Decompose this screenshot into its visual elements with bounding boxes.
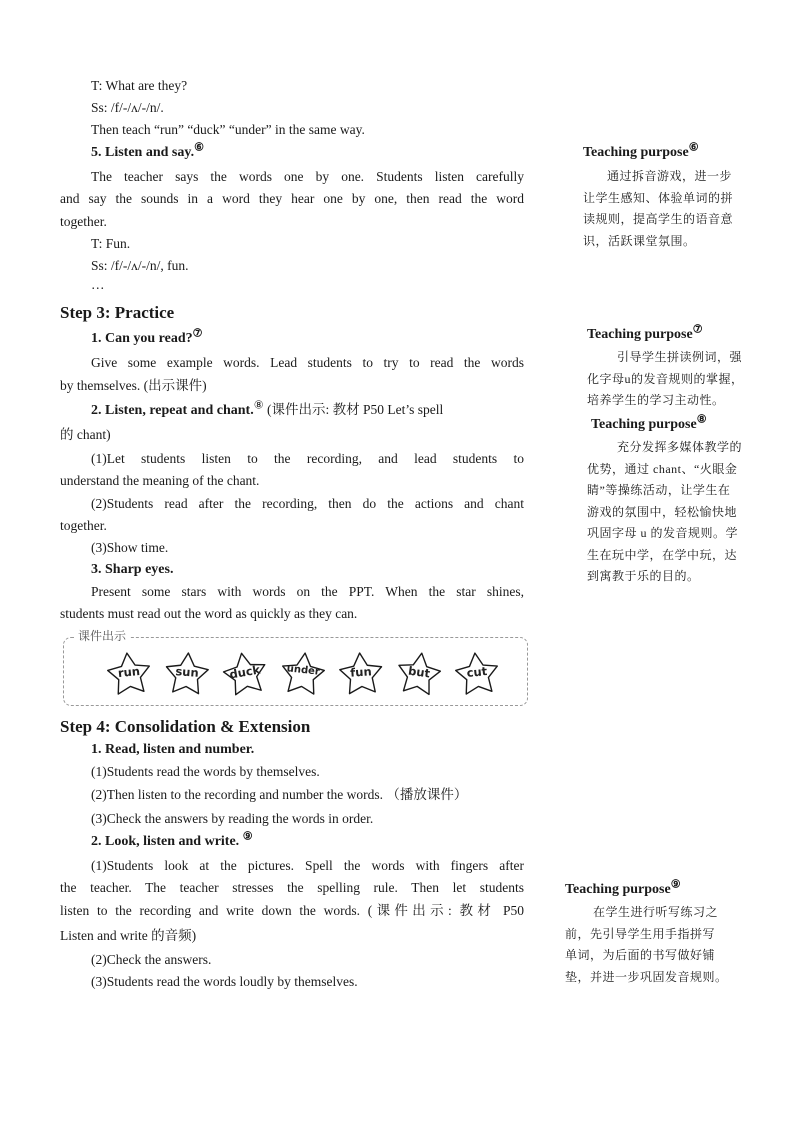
teaching-purpose-body xyxy=(587,347,772,412)
paragraph-line: Present some stars with words on the PPT. When the star shines, xyxy=(91,584,524,599)
word-star xyxy=(163,649,212,696)
teaching-purpose-body xyxy=(587,437,772,588)
list-item: (3)Show time. xyxy=(91,540,169,555)
list-item: (1)Let students listen to the recording, and lead students to xyxy=(91,451,524,466)
title-text: Teaching purpose xyxy=(591,417,697,432)
list-item: (1)Students read the words by themselves. xyxy=(91,764,320,779)
star-word: fun xyxy=(349,664,373,680)
footnote-mark: ⑧ xyxy=(253,399,264,412)
body-line: 巩固字母 u 的发音规则。学 xyxy=(587,526,739,540)
paragraph-line: together. xyxy=(60,214,107,229)
title-text: Teaching purpose xyxy=(565,882,671,897)
step-4-title: Step 4: Consolidation & Extension xyxy=(60,717,311,736)
footnote-mark: ⑨ xyxy=(242,830,253,843)
teaching-purpose-title xyxy=(583,143,699,163)
star-word: cut xyxy=(465,663,488,681)
star-word: run xyxy=(117,663,141,681)
body-line: 化字母u的发音规则的掌握， xyxy=(587,371,744,386)
teaching-purpose-title xyxy=(565,880,681,900)
title-text: Teaching purpose xyxy=(587,327,693,342)
ppt-label: 课件出示 xyxy=(74,628,130,644)
word-star xyxy=(219,647,272,698)
list-item: (2)Students read after the recording, then do the actions and chant xyxy=(91,496,524,511)
body-line: 生在玩中学，在学中玩，达 xyxy=(587,547,738,562)
activity-heading xyxy=(91,831,253,854)
ellipsis: … xyxy=(91,277,105,292)
list-item: (2)Then listen to the recording and number the words. （播放课件） xyxy=(91,787,468,802)
body-line: 到寓教于乐的目的。 xyxy=(587,569,700,583)
heading-text: 1. Can you read? xyxy=(91,331,193,346)
dialogue-line: T: Fun. xyxy=(91,236,131,251)
star-word: but xyxy=(407,663,431,681)
star-word: sun xyxy=(174,664,200,680)
word-star xyxy=(452,649,502,698)
teaching-purpose-title xyxy=(587,325,703,345)
paragraph-line: listen to the recording and write down the words. (课件出示: 教材 P50 xyxy=(60,903,524,918)
body-line: 充分发挥多媒体教学的 xyxy=(617,440,743,454)
body-line: 前，先引导学生用手指拼写 xyxy=(565,926,716,941)
body-line: 优势，通过 chant、“火眼金 xyxy=(587,461,738,476)
list-item: together. xyxy=(60,518,107,533)
word-star xyxy=(393,648,445,698)
paragraph-line: the teacher. The teacher stresses the spelling rule. Then let students xyxy=(60,880,524,895)
body-line: 垫，并进一步巩固发音规则。 xyxy=(565,969,728,984)
word-star xyxy=(337,649,386,696)
teaching-purpose-body xyxy=(565,902,750,988)
body-line: 识，活跃课堂氛围。 xyxy=(583,233,696,248)
activity-heading: 1. Read, listen and number. xyxy=(91,742,255,757)
activity-heading xyxy=(91,328,203,351)
list-item: (3)Check the answers by reading the words in order. xyxy=(91,811,374,826)
heading-note: 的 chant) xyxy=(60,427,111,442)
body-line: 游戏的氛围中，轻松愉快地 xyxy=(587,504,738,519)
activity-heading xyxy=(91,399,443,423)
word-star xyxy=(278,649,328,698)
star-word: under xyxy=(286,663,321,678)
paragraph-line: by themselves. (出示课件) xyxy=(60,378,207,393)
heading-text: 5. Listen and say. xyxy=(91,145,195,160)
paragraph-line: Listen and write 的音频) xyxy=(60,928,197,943)
body-line: 单词，为后面的书写做好铺 xyxy=(565,948,716,962)
body-line: 睛”等操练活动，让学生在 xyxy=(587,483,731,497)
paragraph-line: and say the sounds in a word they hear one by one, then read the word xyxy=(60,191,524,206)
paragraph-line: (1)Students look at the pictures. Spell the words with fingers after xyxy=(91,858,524,873)
step-3-title: Step 3: Practice xyxy=(60,303,175,322)
body-line: 读规则，提高学生的语音意 xyxy=(583,212,734,226)
star-word: duck xyxy=(228,662,262,682)
footnote-mark: ⑥ xyxy=(194,141,204,154)
dialogue-line: Ss: /f/-/ʌ/-/n/. xyxy=(91,100,164,115)
footnote-mark: ⑥ xyxy=(688,141,699,154)
heading-note: (课件出示: 教材 P50 Let’s spell xyxy=(266,402,444,417)
list-item: (3)Students read the words loudly by themselves. xyxy=(91,974,358,989)
title-text: Teaching purpose xyxy=(583,145,689,160)
paragraph-line: Give some example words. Lead students to try to read the words xyxy=(91,355,524,370)
footnote-mark: ⑦ xyxy=(692,323,703,336)
instruction-line: Then teach “run” “duck” “under” in the same way. xyxy=(91,122,365,137)
body-line: 通过拆音游戏，进一步 xyxy=(607,169,733,183)
word-star xyxy=(104,649,154,698)
teaching-purpose-title xyxy=(591,415,707,435)
activity-heading xyxy=(91,142,204,165)
heading-text: 2. Listen, repeat and chant. xyxy=(91,403,254,418)
activity-heading: 3. Sharp eyes. xyxy=(91,562,174,577)
body-line: 让学生感知、体验单词的拼 xyxy=(583,190,734,205)
paragraph-line: The teacher says the words one by one. Students listen carefully xyxy=(91,169,524,184)
list-item: understand the meaning of the chant. xyxy=(60,473,260,488)
dialogue-line: Ss: /f/-/ʌ/-/n/, fun. xyxy=(91,258,189,273)
footnote-mark: ⑦ xyxy=(192,327,203,340)
dialogue-line: T: What are they? xyxy=(91,78,188,93)
body-line: 培养学生的学习主动性。 xyxy=(587,393,725,407)
paragraph-line: students must read out the word as quickly as they can. xyxy=(60,606,358,621)
footnote-mark: ⑧ xyxy=(696,413,707,426)
heading-text: 2. Look, listen and write. xyxy=(91,834,240,849)
list-item: (2)Check the answers. xyxy=(91,952,212,967)
teaching-purpose-body xyxy=(583,166,763,252)
body-line: 引导学生拼读例词，强 xyxy=(617,350,743,364)
footnote-mark: ⑨ xyxy=(670,878,681,891)
body-line: 在学生进行听写练习之 xyxy=(593,905,719,919)
